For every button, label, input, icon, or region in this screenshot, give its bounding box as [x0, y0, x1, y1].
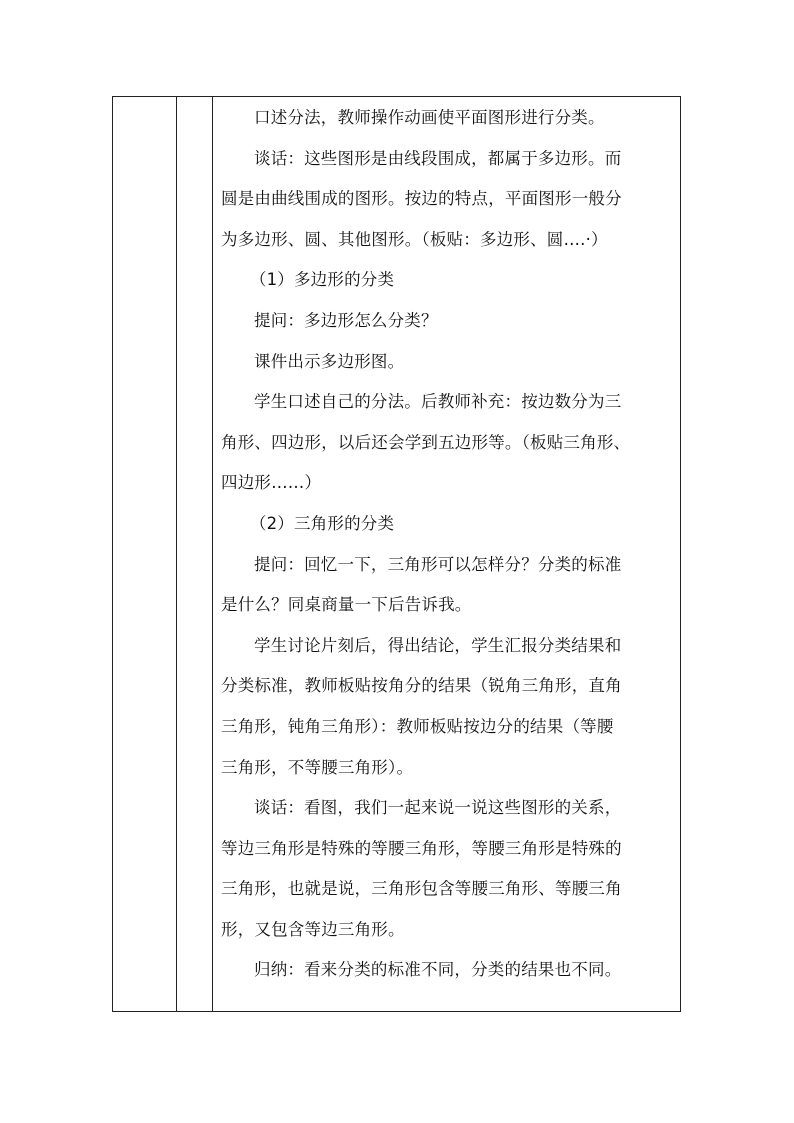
paragraph-line: 三角形，不等腰三角形）。 [221, 757, 414, 777]
paragraph-summary [221, 950, 677, 991]
paragraph-line: 提问：回忆一下，三角形可以怎样分？分类的标准 [254, 554, 622, 574]
paragraph-line: 课件出示多边形图。 [254, 351, 405, 371]
paragraph-line: 学生口述自己的分法。后教师补充：按边数分为三 [254, 392, 622, 412]
paragraph-polygon-question [221, 301, 677, 342]
paragraph-line: 等边三角形是特殊的等腰三角形，等腰三角形是特殊的 [221, 838, 622, 858]
paragraph-line: 学生讨论片刻后，得出结论，学生汇报分类结果和 [254, 635, 622, 655]
paragraph-student-polygon-method [221, 382, 677, 504]
paragraph-line: 角形、四边形，以后还会学到五边形等。（板贴三角形、 [221, 432, 631, 452]
paragraph-line: 谈话：看图，我们一起来说一说这些图形的关系， [254, 798, 622, 818]
heading-text: （2）三角形的分类 [249, 513, 395, 533]
paragraph-student-discussion [221, 626, 677, 788]
paragraph-line: 圆是由曲线围成的图形。按边的特点，平面图形一般分 [221, 189, 622, 209]
paragraph-line: 形，又包含等边三角形。 [221, 919, 405, 939]
paragraph-line: 为多边形、圆、其他图形。（板贴：多边形、圆….·） [221, 229, 608, 249]
table-column-divider-second [212, 97, 213, 1011]
paragraph-triangle-question [221, 545, 677, 626]
paragraph-polygon-talk [221, 139, 677, 261]
paragraph-line: 三角形，钝角三角形）：教师板贴按边分的结果（等腰 [221, 716, 614, 736]
heading-polygon-classification [221, 260, 677, 301]
paragraph-line: 归纳：看来分类的标准不同，分类的结果也不同。 [254, 960, 622, 980]
table-column-divider-first [176, 97, 177, 1011]
paragraph-courseware-display [221, 342, 677, 383]
paragraph-line: 是什么？同桌商量一下后告诉我。 [221, 595, 472, 615]
paragraph-line: 三角形，也就是说，三角形包含等腰三角形、等腰三角 [221, 879, 622, 899]
paragraph-line: 提问：多边形怎么分类？ [254, 310, 438, 330]
lesson-content-cell [221, 97, 677, 991]
paragraph-line: 谈话：这些图形是由线段围成，都属于多边形。而 [254, 148, 622, 168]
lesson-table [112, 96, 681, 1012]
paragraph-line: 分类标准，教师板贴按角分的结果（锐角三角形，直角 [221, 676, 622, 696]
heading-triangle-classification [221, 504, 677, 545]
paragraph-relationship-talk [221, 788, 677, 950]
paragraph-oral-method [221, 98, 677, 139]
paragraph-line: 四边形……） [221, 473, 322, 493]
paragraph-line: 口述分法，教师操作动画使平面图形进行分类。 [254, 108, 605, 127]
heading-text: （1）多边形的分类 [249, 270, 395, 290]
